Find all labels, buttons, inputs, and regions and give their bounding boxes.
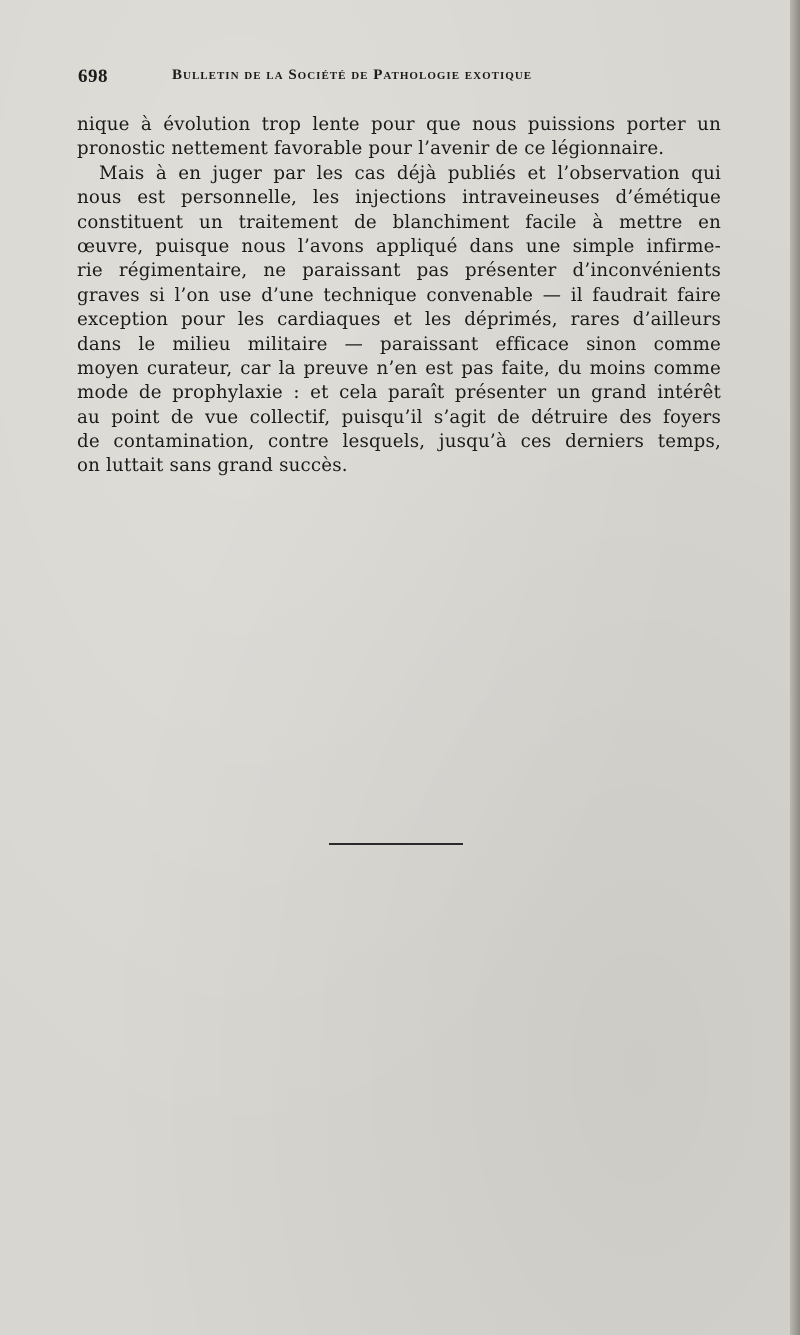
text-line: au point de vue collectif, puisqu’il s’agit de détruire des foyers (77, 406, 721, 428)
text-line: Mais à en juger par les cas déjà publiés et l’observation qui (99, 162, 721, 184)
text-line: graves si l’on use d’une technique convenable — il faudrait faire (77, 284, 721, 306)
text-line: rie régimentaire, ne paraissant pas présenter d’inconvénients (77, 260, 721, 282)
running-title: Bulletin de la Société de Pathologie exotique (172, 67, 533, 83)
text-line: constituent un traitement de blanchiment facile à mettre en (77, 211, 721, 233)
text-line: mode de prophylaxie : et cela paraît présenter un grand intérêt (77, 382, 721, 404)
running-header (78, 66, 718, 92)
text-line: de contamination, contre lesquels, jusqu’à ces derniers temps, (77, 431, 721, 453)
page-number: 698 (78, 66, 108, 87)
text-line: nique à évolution trop lente pour que nous puissions porter un (77, 114, 721, 135)
body-text (77, 113, 721, 479)
text-line: pronostic nettement favorable pour l’avenir de ce légionnaire. (77, 138, 665, 160)
text-line: dans le milieu militaire — paraissant efficace sinon comme (77, 333, 721, 355)
text-line: on luttait sans grand succès. (77, 455, 348, 477)
text-line: moyen curateur, car la preuve n’en est pas faite, du moins comme (77, 357, 721, 379)
text-line: exception pour les cardiaques et les déprimés, rares d’ailleurs (77, 309, 721, 331)
text-line: nous est personnelle, les injections intraveineuses d’émétique (77, 187, 721, 209)
page-edge-shadow (790, 0, 800, 1335)
text-line: œuvre, puisque nous l’avons appliqué dans une simple infirme- (77, 235, 721, 257)
section-end-rule (329, 843, 463, 845)
